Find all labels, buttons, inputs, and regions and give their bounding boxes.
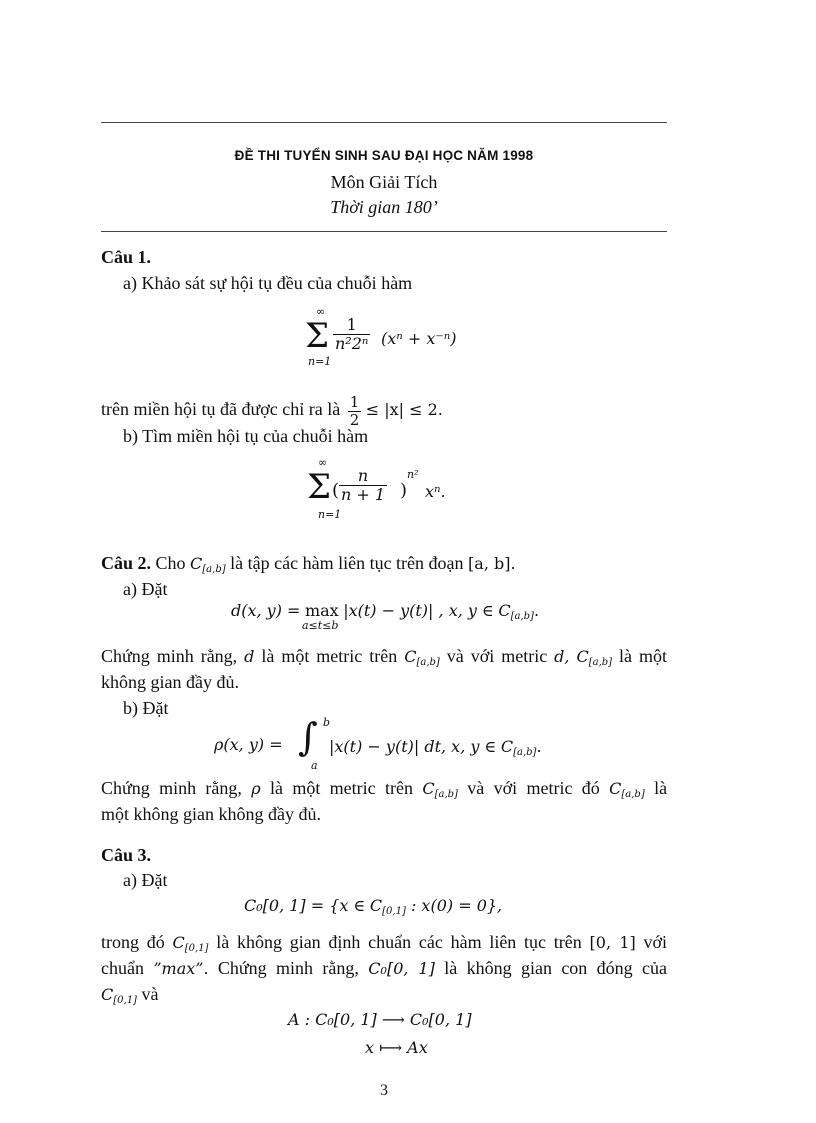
question-3-heading: Câu 3. bbox=[101, 845, 152, 865]
domain-statement: trên miền hội tụ đã được chỉ ra là $\frac{1}{2}$ ≤ |x| ≤ 2. bbox=[101, 393, 443, 429]
question-2-part-a: a) Đặt bbox=[123, 579, 168, 599]
metric-d-formula: d(x, y) = max a≤t≤b |x(t) − y(t)| , x, y ∈ $C_{[a,b]}$. bbox=[231, 601, 540, 632]
question-3-line-1: trong đó $C_{[0,1]}$ là không gian định chuẩn các hàm liên tục trên [0, 1] với bbox=[101, 932, 668, 954]
question-2-part-b: b) Đặt bbox=[123, 698, 169, 718]
prove-rho-line-1: Chứng minh rằng, ρ là một metric trên $C_{[a,b]}$ và với metric đó $C_{[a,b]}$ là bbox=[101, 778, 668, 800]
header-bottom-rule bbox=[101, 231, 667, 232]
question-2-heading: Câu 2. bbox=[101, 553, 152, 573]
page-number: 3 bbox=[380, 1082, 388, 1099]
series-a-upper: ∞ bbox=[316, 305, 326, 318]
prove-d-line-2: không gian đầy đủ. bbox=[101, 672, 239, 692]
question-1-part-b: b) Tìm miền hội tụ của chuỗi hàm bbox=[123, 426, 369, 446]
operator-map-line-2: x ⟼ Ax bbox=[365, 1038, 428, 1057]
series-a-term: (xⁿ + x⁻ⁿ) bbox=[381, 329, 457, 348]
question-1-heading: Câu 1. bbox=[101, 247, 152, 267]
top-rule bbox=[101, 122, 667, 123]
exam-title: ĐỀ THI TUYỂN SINH SAU ĐẠI HỌC NĂM 1998 bbox=[234, 148, 534, 163]
domain-fraction: $\frac{1}{2}$ bbox=[349, 393, 360, 429]
series-a-lower: n=1 bbox=[308, 355, 332, 368]
duration-line: Thời gian 180’ bbox=[330, 197, 438, 217]
prove-d-line-1: Chứng minh rằng, d là một metric trên $C_{[a,b]}$ và với metric d, $C_{[a,b]}$ là một bbox=[101, 646, 668, 668]
series-b-sigma: Σ bbox=[307, 467, 332, 507]
question-3-line-2: chuẩn ”max”. Chứng minh rằng, C₀[0, 1] là không gian con đóng của bbox=[101, 958, 668, 978]
question-1-part-a: a) Khảo sát sự hội tụ đều của chuỗi hàm bbox=[123, 273, 413, 293]
series-b-term: xⁿ. bbox=[425, 482, 446, 501]
series-a-fraction: $\frac{1}{\text{n²2ⁿ}}$ bbox=[335, 315, 369, 353]
series-a-sigma: Σ bbox=[305, 316, 330, 356]
c0-definition: C₀[0, 1] = {x ∈ $C_{[0,1]}$ : x(0) = 0}, bbox=[244, 896, 503, 917]
metric-rho-formula: ρ(x, y) = ∫ b a |x(t) − y(t)| dt, x, y ∈ $C_{[a,b]}$. bbox=[214, 715, 542, 772]
integral-sign: ∫ bbox=[298, 715, 318, 759]
max-operator: max a≤t≤b bbox=[301, 601, 339, 632]
series-a-formula bbox=[303, 303, 473, 373]
subject-line: Môn Giải Tích bbox=[330, 172, 438, 192]
prove-rho-line-2: một không gian không đầy đủ. bbox=[101, 804, 321, 824]
series-b-lower: n=1 bbox=[318, 508, 342, 521]
series-b-formula: ∞ Σ n=1 ( $\frac{n}{n + 1}$ ) n² xⁿ. bbox=[307, 456, 446, 521]
series-b-upper: ∞ bbox=[318, 456, 328, 469]
operator-map-line-1: A : C₀[0, 1] ⟶ C₀[0, 1] bbox=[288, 1010, 472, 1029]
series-b-fraction: $\frac{n}{n + 1}$ bbox=[341, 466, 386, 504]
question-3-line-3: $C_{[0,1]}$ và bbox=[101, 984, 159, 1006]
question-3-part-a: a) Đặt bbox=[123, 870, 168, 890]
question-2-intro: Câu 2. Cho $C_{[a,b]}$ là tập các hàm liên tục trên đoạn [a, b]. bbox=[101, 553, 516, 575]
